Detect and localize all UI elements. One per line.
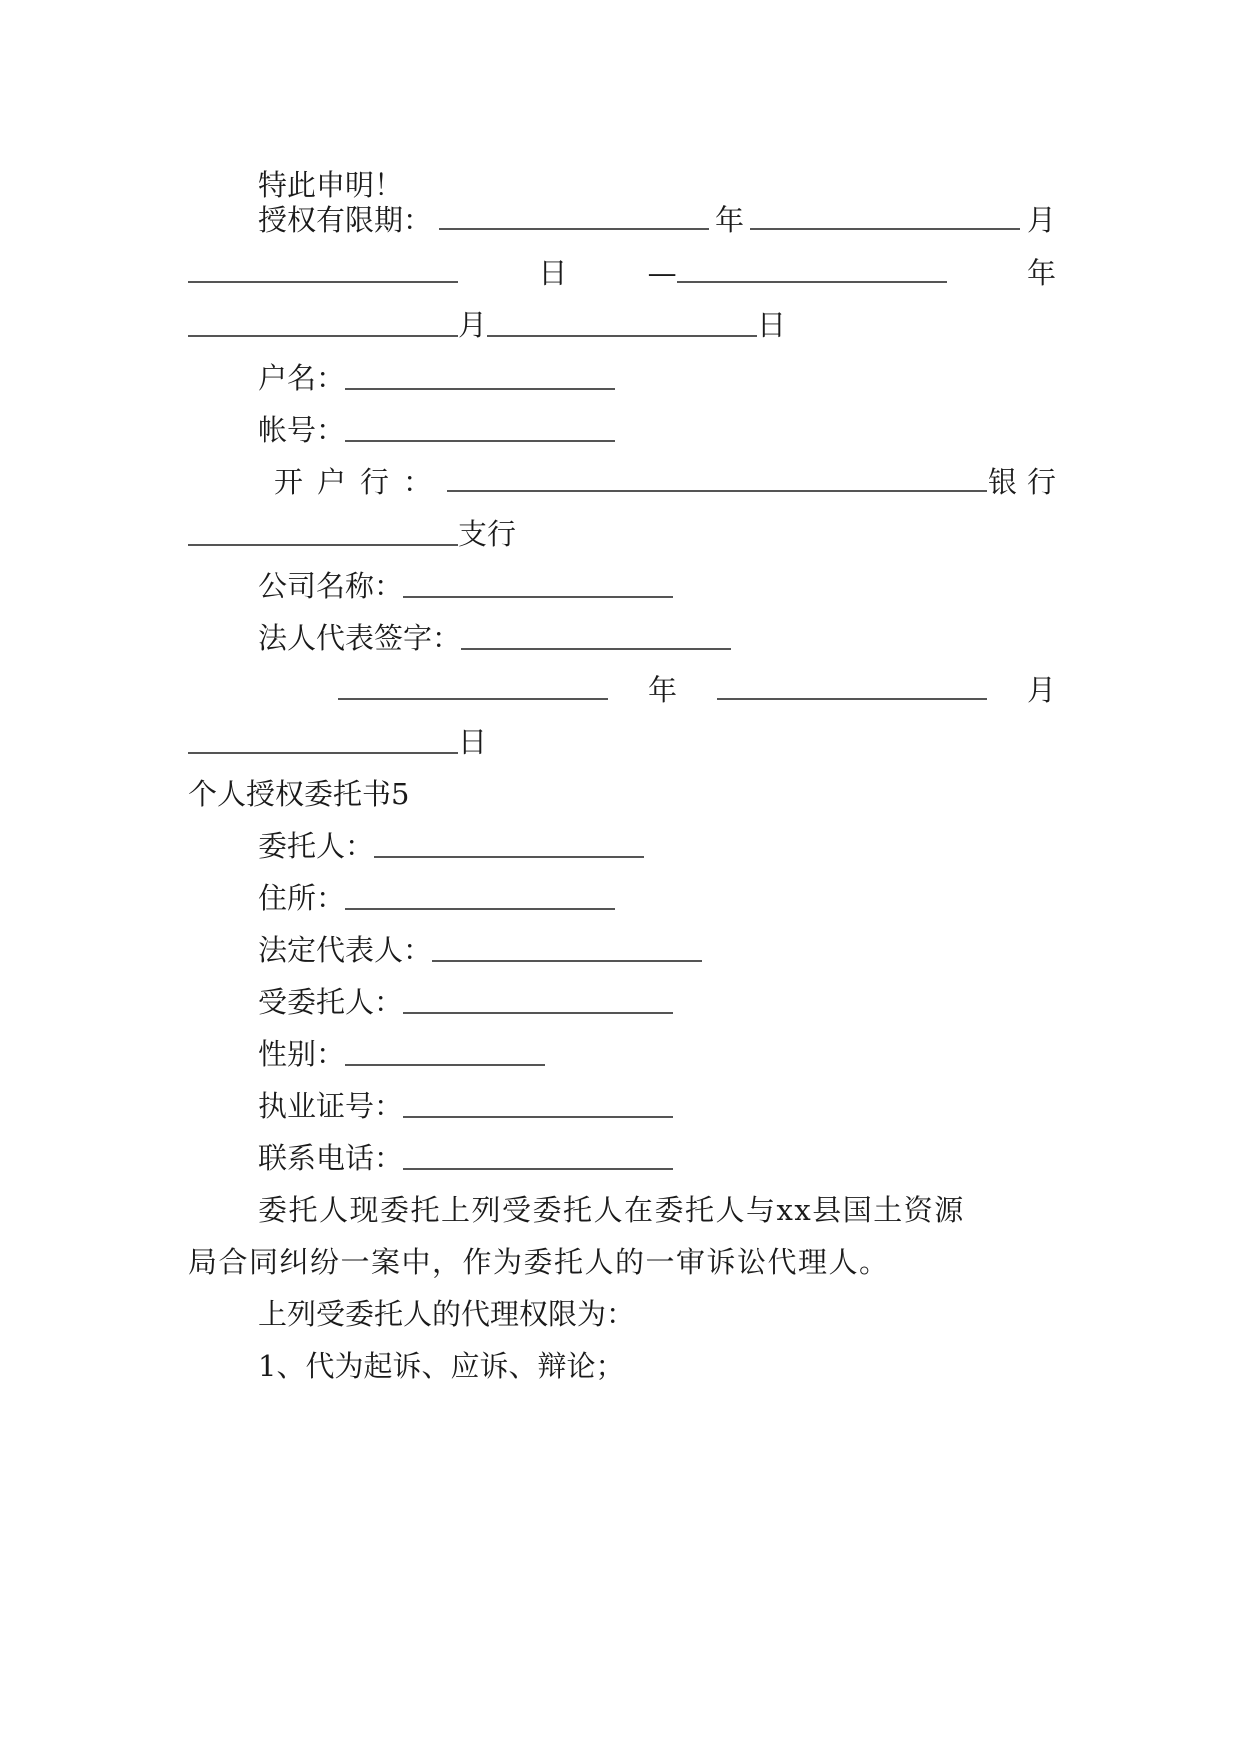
period-end-line bbox=[188, 300, 1056, 350]
branch-label: 支行 bbox=[458, 517, 517, 551]
authorization-period-line bbox=[188, 195, 1056, 245]
agent-label: 受委托人： bbox=[258, 985, 404, 1019]
address-line bbox=[188, 873, 1056, 923]
phone-label: 联系电话： bbox=[258, 1141, 404, 1175]
end-month-label: 月 bbox=[458, 308, 488, 342]
end-day-blank[interactable] bbox=[487, 335, 757, 337]
bank-suffix: 银行 bbox=[987, 465, 1066, 499]
end-year-blank[interactable] bbox=[677, 281, 947, 283]
account-name-line bbox=[188, 353, 1056, 403]
company-name-label: 公司名称： bbox=[258, 569, 404, 603]
account-number-blank[interactable] bbox=[345, 440, 615, 442]
bank-line bbox=[188, 457, 1066, 507]
month-blank[interactable] bbox=[750, 228, 1020, 230]
legal-rep-sign-blank[interactable] bbox=[461, 648, 731, 650]
company-name-line bbox=[188, 561, 1056, 611]
gender-line bbox=[188, 1029, 1056, 1079]
end-month-blank[interactable] bbox=[188, 335, 458, 337]
phone-line bbox=[188, 1133, 1056, 1183]
sign-year-blank[interactable] bbox=[338, 698, 608, 700]
year-label: 年 bbox=[714, 203, 744, 237]
bank-label: 开户行： bbox=[274, 465, 447, 499]
gender-blank[interactable] bbox=[345, 1064, 545, 1066]
principal-label: 委托人： bbox=[258, 829, 375, 863]
sign-month-label: 月 bbox=[1026, 673, 1056, 707]
paragraph-1-text-2: 局合同纠纷一案中，作为委托人的一审诉讼代理人。 bbox=[188, 1245, 890, 1279]
dash-text: — bbox=[647, 256, 677, 290]
principal-line bbox=[188, 821, 1056, 871]
end-day-label: 日 bbox=[757, 308, 787, 342]
period-continue-line bbox=[188, 248, 1056, 298]
sign-day-blank[interactable] bbox=[188, 752, 458, 754]
section-title: 个人授权委托书5 bbox=[188, 777, 410, 811]
account-number-label: 帐号： bbox=[258, 413, 346, 447]
legal-rep-sign-label: 法人代表签字： bbox=[258, 621, 462, 655]
legal-rep-label: 法定代表人： bbox=[258, 933, 433, 967]
phone-blank[interactable] bbox=[403, 1168, 673, 1170]
declaration-text: 特此申明！ bbox=[258, 168, 404, 202]
bank-blank[interactable] bbox=[447, 490, 987, 492]
license-blank[interactable] bbox=[403, 1116, 673, 1118]
paragraph-2-line bbox=[188, 1289, 1056, 1339]
sign-year-label: 年 bbox=[647, 673, 677, 707]
account-name-blank[interactable] bbox=[345, 388, 615, 390]
branch-line bbox=[188, 509, 1056, 559]
license-line bbox=[188, 1081, 1056, 1131]
legal-rep-blank[interactable] bbox=[432, 960, 702, 962]
month-label: 月 bbox=[1026, 203, 1056, 237]
agent-blank[interactable] bbox=[403, 1012, 673, 1014]
year-blank[interactable] bbox=[439, 228, 709, 230]
account-number-line bbox=[188, 405, 1056, 455]
paragraph-1-text-1: 委托人现委托上列受委托人在委托人与xx县国土资源 bbox=[258, 1193, 965, 1227]
end-year-label: 年 bbox=[1026, 256, 1056, 290]
address-label: 住所： bbox=[258, 881, 346, 915]
branch-blank[interactable] bbox=[188, 544, 458, 546]
legal-rep-sign-line bbox=[188, 613, 1056, 663]
item-1-line bbox=[188, 1341, 1056, 1391]
gender-label: 性别： bbox=[258, 1037, 346, 1071]
day-label: 日 bbox=[538, 256, 568, 290]
company-name-blank[interactable] bbox=[403, 596, 673, 598]
paragraph-1-line-1 bbox=[188, 1185, 1056, 1235]
sign-day-label: 日 bbox=[458, 725, 488, 759]
account-name-label: 户名： bbox=[258, 361, 346, 395]
paragraph-1-line-2 bbox=[188, 1237, 1056, 1287]
day-blank[interactable] bbox=[188, 281, 458, 283]
sign-date-line bbox=[188, 665, 1056, 715]
item-1-text: 1、代为起诉、应诉、辩论； bbox=[258, 1349, 625, 1383]
sign-month-blank[interactable] bbox=[717, 698, 987, 700]
principal-blank[interactable] bbox=[374, 856, 644, 858]
address-blank[interactable] bbox=[345, 908, 615, 910]
paragraph-2-text: 上列受委托人的代理权限为： bbox=[258, 1297, 636, 1331]
sign-day-line bbox=[188, 717, 1056, 767]
agent-line bbox=[188, 977, 1056, 1027]
period-label: 授权有限期： bbox=[258, 203, 433, 237]
legal-rep-line bbox=[188, 925, 1056, 975]
license-label: 执业证号： bbox=[258, 1089, 404, 1123]
section-title-line bbox=[188, 769, 1056, 819]
